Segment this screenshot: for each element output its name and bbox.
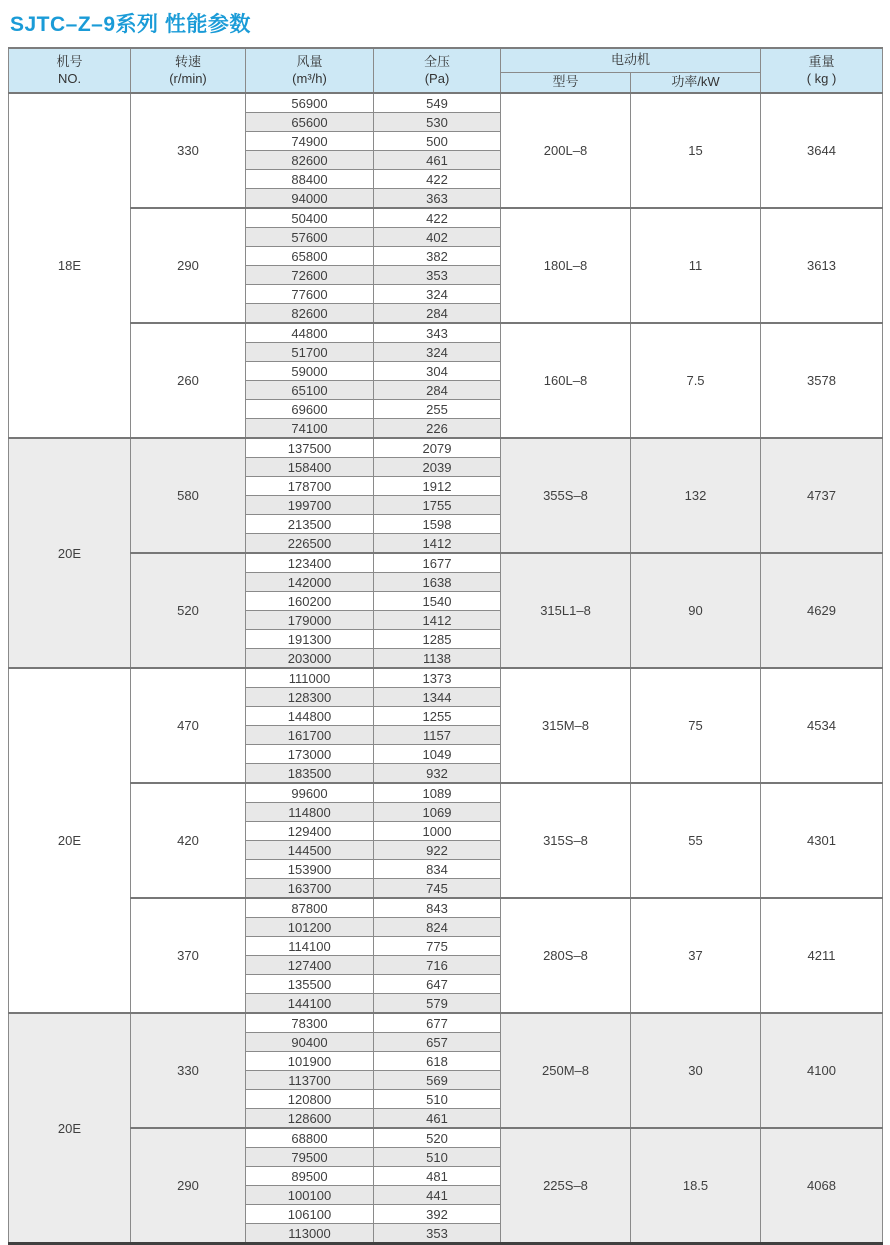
airflow-cell: 72600: [246, 266, 374, 285]
motor-model-cell: 315M–8: [501, 668, 631, 783]
motor-model-cell: 180L–8: [501, 208, 631, 323]
pressure-cell: 353: [374, 1224, 501, 1244]
pressure-cell: 481: [374, 1167, 501, 1186]
airflow-cell: 74100: [246, 419, 374, 439]
pressure-cell: 255: [374, 400, 501, 419]
pressure-cell: 657: [374, 1033, 501, 1052]
airflow-cell: 128600: [246, 1109, 374, 1129]
airflow-cell: 158400: [246, 458, 374, 477]
motor-power-cell: 11: [631, 208, 761, 323]
header-motor: 电动机: [501, 48, 761, 72]
motor-model-cell: 200L–8: [501, 93, 631, 208]
speed-cell: 290: [131, 208, 246, 323]
pressure-cell: 843: [374, 898, 501, 918]
airflow-cell: 128300: [246, 688, 374, 707]
header-airflow: 风量 (m³/h): [246, 48, 374, 93]
speed-cell: 420: [131, 783, 246, 898]
speed-cell: 260: [131, 323, 246, 438]
airflow-cell: 88400: [246, 170, 374, 189]
airflow-cell: 100100: [246, 1186, 374, 1205]
pressure-cell: 1344: [374, 688, 501, 707]
airflow-cell: 203000: [246, 649, 374, 669]
table-row: [9, 93, 883, 113]
airflow-cell: 65600: [246, 113, 374, 132]
pressure-cell: 530: [374, 113, 501, 132]
pressure-cell: 1412: [374, 611, 501, 630]
pressure-cell: 1089: [374, 783, 501, 803]
airflow-cell: 120800: [246, 1090, 374, 1109]
airflow-cell: 142000: [246, 573, 374, 592]
pressure-cell: 1540: [374, 592, 501, 611]
pressure-cell: 343: [374, 323, 501, 343]
table-row: [9, 668, 883, 688]
pressure-cell: 1069: [374, 803, 501, 822]
airflow-cell: 94000: [246, 189, 374, 209]
airflow-cell: 137500: [246, 438, 374, 458]
airflow-cell: 79500: [246, 1148, 374, 1167]
pressure-cell: 922: [374, 841, 501, 860]
pressure-cell: 402: [374, 228, 501, 247]
pressure-cell: 677: [374, 1013, 501, 1033]
pressure-cell: 500: [374, 132, 501, 151]
motor-power-cell: 75: [631, 668, 761, 783]
motor-model-cell: 225S–8: [501, 1128, 631, 1244]
speed-cell: 520: [131, 553, 246, 668]
pressure-cell: 461: [374, 1109, 501, 1129]
airflow-cell: 78300: [246, 1013, 374, 1033]
pressure-cell: 569: [374, 1071, 501, 1090]
airflow-cell: 99600: [246, 783, 374, 803]
machine-no-cell: 20E: [9, 668, 131, 1013]
motor-model-cell: 160L–8: [501, 323, 631, 438]
motor-power-cell: 55: [631, 783, 761, 898]
pressure-cell: 520: [374, 1128, 501, 1148]
airflow-cell: 173000: [246, 745, 374, 764]
pressure-cell: 1912: [374, 477, 501, 496]
airflow-cell: 68800: [246, 1128, 374, 1148]
pressure-cell: 716: [374, 956, 501, 975]
airflow-cell: 144800: [246, 707, 374, 726]
airflow-cell: 199700: [246, 496, 374, 515]
pressure-cell: 392: [374, 1205, 501, 1224]
airflow-cell: 89500: [246, 1167, 374, 1186]
weight-cell: 4100: [761, 1013, 883, 1128]
pressure-cell: 745: [374, 879, 501, 899]
pressure-cell: 1638: [374, 573, 501, 592]
airflow-cell: 87800: [246, 898, 374, 918]
airflow-cell: 59000: [246, 362, 374, 381]
airflow-cell: 69600: [246, 400, 374, 419]
weight-cell: 4301: [761, 783, 883, 898]
airflow-cell: 113700: [246, 1071, 374, 1090]
table-row: [9, 898, 883, 918]
pressure-cell: 932: [374, 764, 501, 784]
weight-cell: 4211: [761, 898, 883, 1013]
header-speed: 转速 (r/min): [131, 48, 246, 93]
airflow-cell: 135500: [246, 975, 374, 994]
pressure-cell: 1755: [374, 496, 501, 515]
motor-model-cell: 250M–8: [501, 1013, 631, 1128]
motor-power-cell: 37: [631, 898, 761, 1013]
airflow-cell: 51700: [246, 343, 374, 362]
pressure-cell: 510: [374, 1090, 501, 1109]
airflow-cell: 144100: [246, 994, 374, 1014]
airflow-cell: 44800: [246, 323, 374, 343]
machine-no-cell: 20E: [9, 438, 131, 668]
airflow-cell: 179000: [246, 611, 374, 630]
airflow-cell: 90400: [246, 1033, 374, 1052]
pressure-cell: 353: [374, 266, 501, 285]
weight-cell: 4534: [761, 668, 883, 783]
motor-power-cell: 18.5: [631, 1128, 761, 1244]
motor-power-cell: 30: [631, 1013, 761, 1128]
weight-cell: 4629: [761, 553, 883, 668]
pressure-cell: 1677: [374, 553, 501, 573]
airflow-cell: 111000: [246, 668, 374, 688]
machine-no-cell: 18E: [9, 93, 131, 438]
pressure-cell: 579: [374, 994, 501, 1014]
pressure-cell: 618: [374, 1052, 501, 1071]
airflow-cell: 153900: [246, 860, 374, 879]
speed-cell: 290: [131, 1128, 246, 1244]
airflow-cell: 213500: [246, 515, 374, 534]
motor-model-cell: 355S–8: [501, 438, 631, 553]
airflow-cell: 65100: [246, 381, 374, 400]
weight-cell: 3644: [761, 93, 883, 208]
table-row: [9, 1128, 883, 1148]
pressure-cell: 324: [374, 285, 501, 304]
table-row: [9, 208, 883, 228]
pressure-cell: 1000: [374, 822, 501, 841]
airflow-cell: 113000: [246, 1224, 374, 1244]
machine-no-cell: 20E: [9, 1013, 131, 1244]
motor-model-cell: 315S–8: [501, 783, 631, 898]
pressure-cell: 304: [374, 362, 501, 381]
pressure-cell: 834: [374, 860, 501, 879]
motor-power-cell: 90: [631, 553, 761, 668]
pressure-cell: 2039: [374, 458, 501, 477]
airflow-cell: 50400: [246, 208, 374, 228]
airflow-cell: 123400: [246, 553, 374, 573]
airflow-cell: 183500: [246, 764, 374, 784]
header-machine-no: 机号 NO.: [9, 48, 131, 93]
airflow-cell: 77600: [246, 285, 374, 304]
motor-power-cell: 132: [631, 438, 761, 553]
performance-table: [8, 47, 883, 1245]
table-row: [9, 438, 883, 458]
airflow-cell: 82600: [246, 151, 374, 170]
airflow-cell: 163700: [246, 879, 374, 899]
motor-power-cell: 15: [631, 93, 761, 208]
weight-cell: 4737: [761, 438, 883, 553]
motor-model-cell: 280S–8: [501, 898, 631, 1013]
airflow-cell: 144500: [246, 841, 374, 860]
pressure-cell: 1285: [374, 630, 501, 649]
speed-cell: 370: [131, 898, 246, 1013]
pressure-cell: 284: [374, 381, 501, 400]
pressure-cell: 1138: [374, 649, 501, 669]
airflow-cell: 114100: [246, 937, 374, 956]
table-row: [9, 553, 883, 573]
table-header: [9, 48, 883, 93]
page-title: SJTC–Z–9系列 性能参数: [10, 13, 251, 36]
table-row: [9, 783, 883, 803]
pressure-cell: 284: [374, 304, 501, 324]
airflow-cell: 161700: [246, 726, 374, 745]
pressure-cell: 1255: [374, 707, 501, 726]
airflow-cell: 82600: [246, 304, 374, 324]
airflow-cell: 56900: [246, 93, 374, 113]
airflow-cell: 65800: [246, 247, 374, 266]
pressure-cell: 422: [374, 208, 501, 228]
speed-cell: 470: [131, 668, 246, 783]
airflow-cell: 178700: [246, 477, 374, 496]
pressure-cell: 510: [374, 1148, 501, 1167]
motor-model-cell: 315L1–8: [501, 553, 631, 668]
header-weight: 重量 ( kg ): [761, 48, 883, 93]
pressure-cell: 775: [374, 937, 501, 956]
pressure-cell: 363: [374, 189, 501, 209]
pressure-cell: 1373: [374, 668, 501, 688]
pressure-cell: 1598: [374, 515, 501, 534]
pressure-cell: 441: [374, 1186, 501, 1205]
speed-cell: 330: [131, 93, 246, 208]
airflow-cell: 114800: [246, 803, 374, 822]
pressure-cell: 1049: [374, 745, 501, 764]
airflow-cell: 106100: [246, 1205, 374, 1224]
weight-cell: 3613: [761, 208, 883, 323]
speed-cell: 580: [131, 438, 246, 553]
pressure-cell: 549: [374, 93, 501, 113]
pressure-cell: 461: [374, 151, 501, 170]
airflow-cell: 160200: [246, 592, 374, 611]
airflow-cell: 57600: [246, 228, 374, 247]
pressure-cell: 2079: [374, 438, 501, 458]
pressure-cell: 1157: [374, 726, 501, 745]
airflow-cell: 127400: [246, 956, 374, 975]
airflow-cell: 74900: [246, 132, 374, 151]
pressure-cell: 226: [374, 419, 501, 439]
pressure-cell: 647: [374, 975, 501, 994]
weight-cell: 3578: [761, 323, 883, 438]
header-motor-power: 功率/kW: [631, 72, 761, 93]
motor-power-cell: 7.5: [631, 323, 761, 438]
pressure-cell: 324: [374, 343, 501, 362]
table-row: [9, 323, 883, 343]
speed-cell: 330: [131, 1013, 246, 1128]
table-row: [9, 1013, 883, 1033]
header-pressure: 全压 (Pa): [374, 48, 501, 93]
airflow-cell: 101200: [246, 918, 374, 937]
airflow-cell: 226500: [246, 534, 374, 554]
airflow-cell: 191300: [246, 630, 374, 649]
pressure-cell: 422: [374, 170, 501, 189]
table-body: [9, 93, 883, 1244]
weight-cell: 4068: [761, 1128, 883, 1244]
header-motor-model: 型号: [501, 72, 631, 93]
pressure-cell: 382: [374, 247, 501, 266]
airflow-cell: 101900: [246, 1052, 374, 1071]
pressure-cell: 1412: [374, 534, 501, 554]
pressure-cell: 824: [374, 918, 501, 937]
airflow-cell: 129400: [246, 822, 374, 841]
